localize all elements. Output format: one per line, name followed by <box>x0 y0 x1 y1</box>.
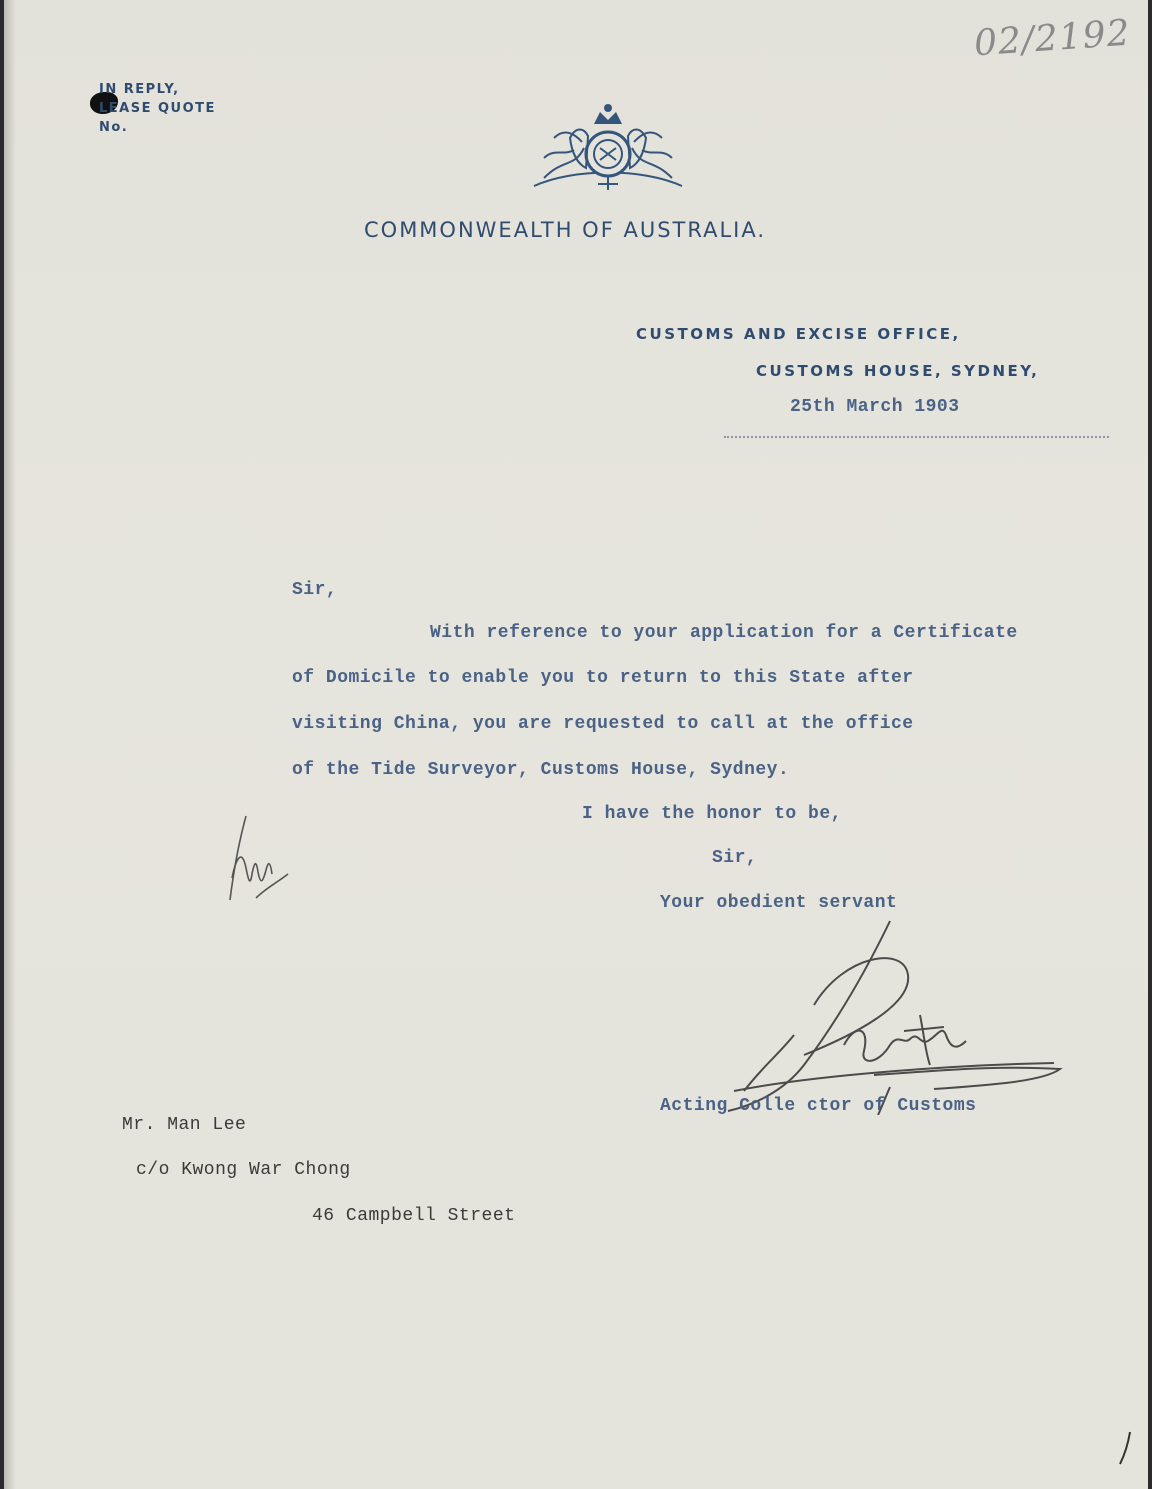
signer-title: Acting Colle ctor of Customs <box>660 1096 977 1116</box>
date-rule <box>724 436 1109 438</box>
addressee-street: 46 Campbell Street <box>312 1206 516 1226</box>
reply-line-3: No. <box>99 120 129 135</box>
reply-reference-block <box>99 80 216 137</box>
closing-line-1: I have the honor to be, <box>582 804 842 824</box>
letter-page <box>4 0 1148 1489</box>
body-line-2: of Domicile to enable you to return to this State after <box>292 668 914 688</box>
office-name: CUSTOMS AND EXCISE OFFICE, <box>636 325 961 343</box>
reply-line-2: LEASE QUOTE <box>99 101 216 116</box>
addressee-name: Mr. Man Lee <box>122 1115 247 1135</box>
body-line-3: visiting China, you are requested to call at the office <box>292 714 914 734</box>
pencil-initials <box>226 808 296 913</box>
body-line-1: With reference to your application for a Certificate <box>430 623 1018 643</box>
letter-date: 25th March 1903 <box>790 397 960 417</box>
office-address: CUSTOMS HOUSE, SYDNEY, <box>756 362 1040 380</box>
reply-line-1: IN REPLY, <box>99 82 180 97</box>
closing-line-3: Your obedient servant <box>660 893 898 913</box>
closing-line-2: Sir, <box>712 848 758 868</box>
coat-of-arms-icon <box>524 98 692 199</box>
signature-icon <box>694 915 1074 1120</box>
addressee-care-of: c/o Kwong War Chong <box>136 1160 351 1180</box>
body-line-4: of the Tide Surveyor, Customs House, Sydney. <box>292 760 790 780</box>
letterhead-title: COMMONWEALTH OF AUSTRALIA. <box>364 218 767 242</box>
handwritten-file-number: 02/2192 <box>972 12 1132 65</box>
salutation: Sir, <box>292 580 338 600</box>
pencil-tick-icon <box>1116 1428 1136 1473</box>
